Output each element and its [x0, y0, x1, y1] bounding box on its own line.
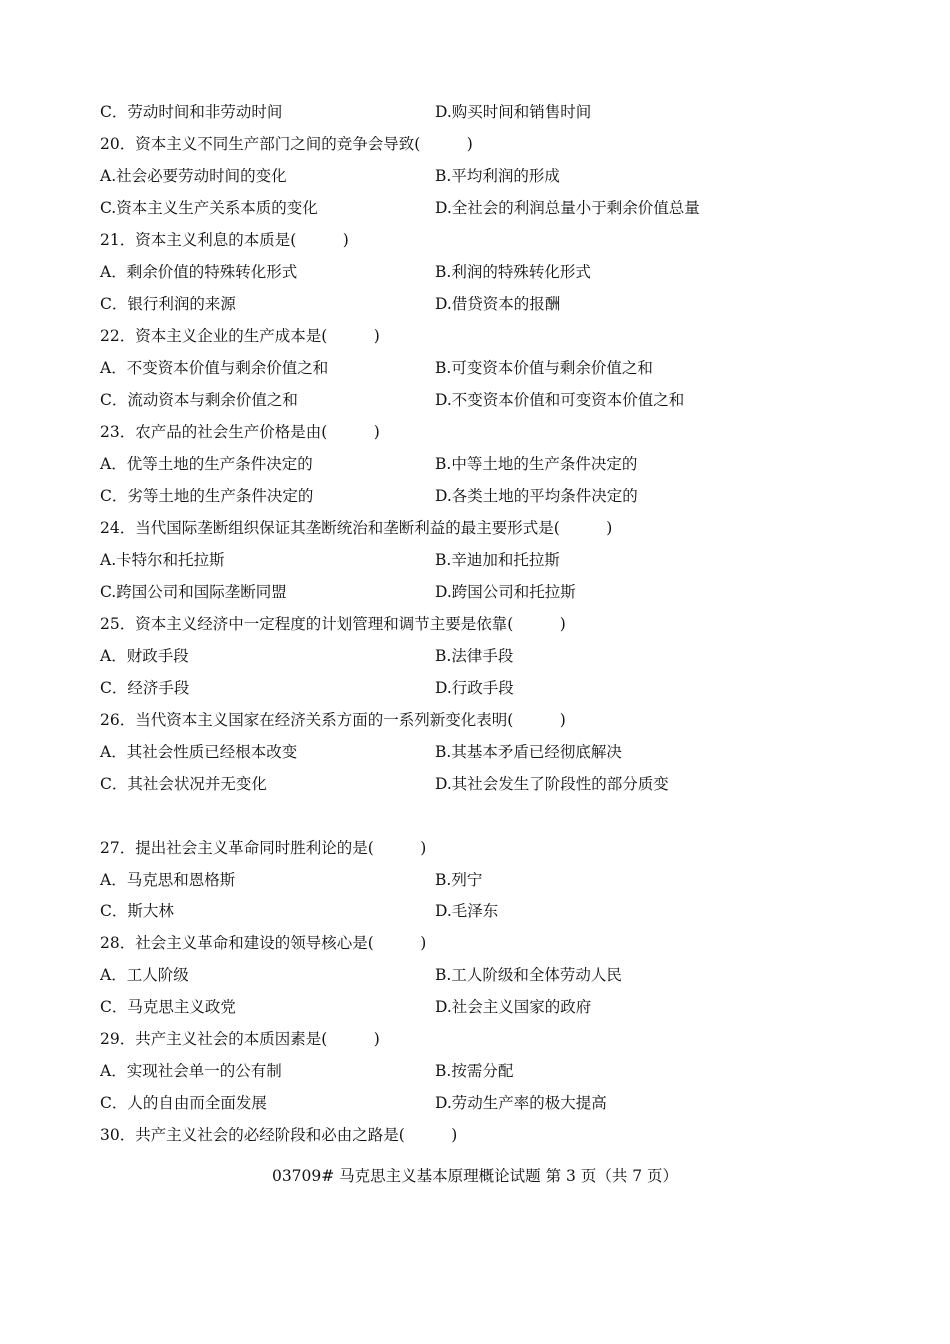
option-right: B.平均利润的形成: [435, 167, 560, 185]
option-row: [100, 389, 860, 411]
option-left: A.社会必要劳动时间的变化: [100, 167, 287, 185]
option-right: B.辛迪加和托拉斯: [435, 551, 560, 569]
option-right: D.劳动生产率的极大提高: [435, 1094, 607, 1112]
option-row: [100, 101, 860, 123]
option-row: [100, 485, 860, 507]
option-row: [100, 549, 860, 571]
option-left: A.卡特尔和托拉斯: [100, 551, 225, 569]
question-29: 29．共产主义社会的本质因素是( ): [100, 1030, 380, 1048]
option-left: A．不变资本价值与剩余价值之和: [100, 359, 329, 377]
option-right: D.跨国公司和托拉斯: [435, 583, 576, 601]
option-right: B.按需分配: [435, 1062, 514, 1080]
option-right: B.可变资本价值与剩余价值之和: [435, 359, 653, 377]
question-23: 23．农产品的社会生产价格是由( ): [100, 423, 380, 441]
option-left: C．劳动时间和非劳动时间: [100, 103, 283, 121]
option-left: A．工人阶级: [100, 966, 189, 984]
option-row: [100, 197, 860, 219]
option-right: D.购买时间和销售时间: [435, 103, 592, 121]
question-26: 26．当代资本主义国家在经济关系方面的一系列新变化表明( ): [100, 711, 566, 729]
option-left: A．实现社会单一的公有制: [100, 1062, 282, 1080]
option-left: A．财政手段: [100, 647, 189, 665]
option-left: C．流动资本与剩余价值之和: [100, 391, 298, 409]
option-right: B.列宁: [435, 871, 483, 889]
option-left: C．经济手段: [100, 679, 190, 697]
option-right: D.不变资本价值和可变资本价值之和: [435, 391, 685, 409]
option-left: C．人的自由而全面发展: [100, 1094, 267, 1112]
option-row: [100, 677, 860, 699]
option-row: [100, 900, 860, 922]
option-row: [100, 1060, 860, 1082]
question-30: 30．共产主义社会的必经阶段和必由之路是( ): [100, 1126, 458, 1144]
option-row: [100, 453, 860, 475]
option-left: A．马克思和恩格斯: [100, 871, 236, 889]
option-left: C．其社会状况并无变化: [100, 775, 267, 793]
option-right: D.社会主义国家的政府: [435, 998, 592, 1016]
page-footer: 03709# 马克思主义基本原理概论试题 第 3 页（共 7 页）: [271, 1167, 679, 1185]
option-right: D.各类土地的平均条件决定的: [435, 487, 638, 505]
option-right: D.其社会发生了阶段性的部分质变: [435, 775, 669, 793]
question-28: 28．社会主义革命和建设的领导核心是( ): [100, 934, 427, 952]
option-right: B.利润的特殊转化形式: [435, 263, 591, 281]
option-right: D.全社会的利润总量小于剩余价值总量: [435, 199, 700, 217]
question-27: 27．提出社会主义革命同时胜利论的是( ): [100, 839, 427, 857]
option-row: [100, 773, 860, 795]
question-20: 20．资本主义不同生产部门之间的竞争会导致( ): [100, 135, 473, 153]
option-row: [100, 645, 860, 667]
option-row: [100, 293, 860, 315]
option-right: B.法律手段: [435, 647, 514, 665]
option-right: B.中等土地的生产条件决定的: [435, 455, 638, 473]
option-right: D.毛泽东: [435, 902, 499, 920]
option-row: [100, 741, 860, 763]
option-left: C．银行利润的来源: [100, 295, 236, 313]
option-right: B.其基本矛盾已经彻底解决: [435, 743, 622, 761]
option-row: [100, 357, 860, 379]
question-21: 21．资本主义利息的本质是( ): [100, 231, 349, 249]
option-row: [100, 261, 860, 283]
option-left: C.资本主义生产关系本质的变化: [100, 199, 318, 217]
option-row: [100, 996, 860, 1018]
option-left: C．劣等土地的生产条件决定的: [100, 487, 314, 505]
option-left: C.跨国公司和国际垄断同盟: [100, 583, 287, 601]
option-left: A．剩余价值的特殊转化形式: [100, 263, 298, 281]
question-24: 24．当代国际垄断组织保证其垄断统治和垄断利益的最主要形式是( ): [100, 519, 613, 537]
question-22: 22．资本主义企业的生产成本是( ): [100, 327, 380, 345]
option-row: [100, 869, 860, 891]
question-25: 25．资本主义经济中一定程度的计划管理和调节主要是依靠( ): [100, 615, 566, 633]
option-right: D.行政手段: [435, 679, 514, 697]
option-left: C．马克思主义政党: [100, 998, 236, 1016]
option-row: [100, 165, 860, 187]
option-row: [100, 1092, 860, 1114]
option-right: B.工人阶级和全体劳动人民: [435, 966, 622, 984]
option-left: C．斯大林: [100, 902, 174, 920]
option-row: [100, 581, 860, 603]
option-right: D.借贷资本的报酬: [435, 295, 561, 313]
option-left: A．其社会性质已经根本改变: [100, 743, 298, 761]
option-row: [100, 964, 860, 986]
option-left: A．优等土地的生产条件决定的: [100, 455, 313, 473]
